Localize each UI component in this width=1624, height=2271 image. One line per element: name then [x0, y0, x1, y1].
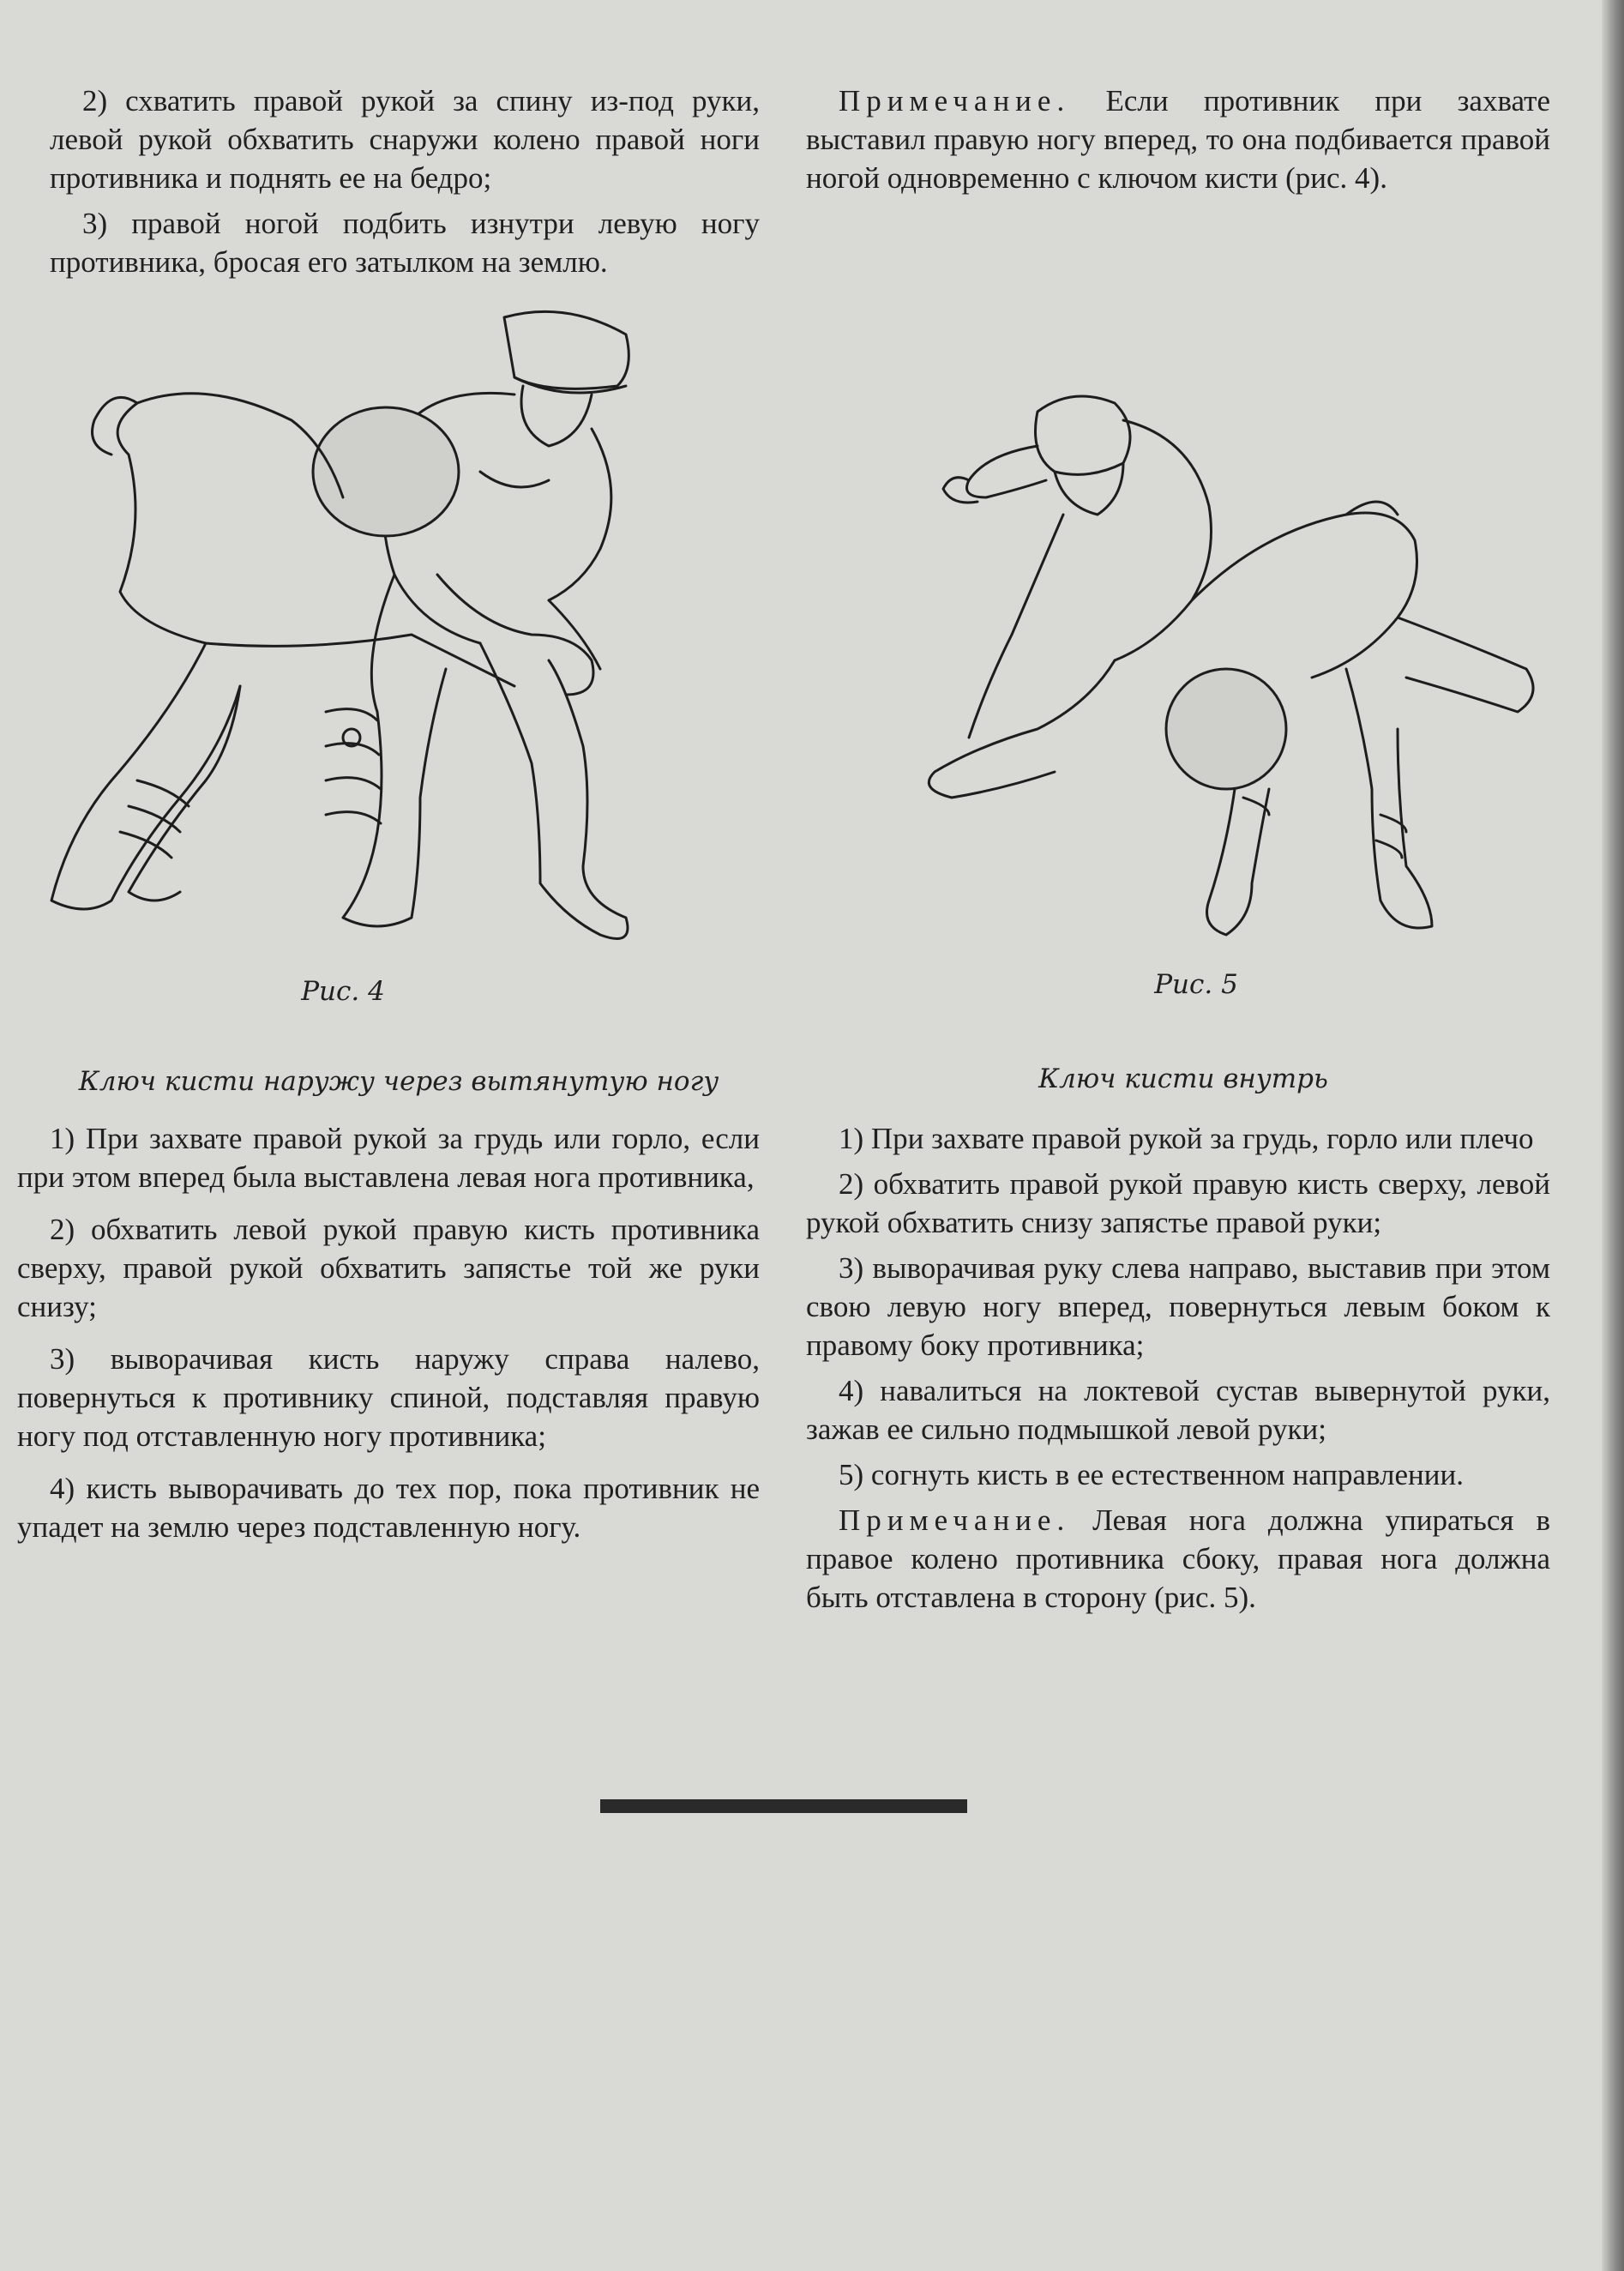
note-label: Примечание.: [839, 1503, 1071, 1537]
paragraph: 4) кисть выворачивать до тех пор, пока противник не упадет на землю через подставленную ногу.: [17, 1472, 760, 1544]
right-section-heading: Ключ кисти внутрь: [1038, 1063, 1328, 1094]
note-paragraph: [806, 81, 1550, 197]
paragraph: 1) При захвате правой рукой за грудь или горло, если при этом вперед была выставлена левая нога противника,: [17, 1122, 760, 1194]
figure-4-caption: Рис. 4: [301, 976, 385, 1007]
right-top-column: [806, 81, 1550, 204]
paragraph: 3) выворачивая руку слева направо, выставив при этом свою левую ногу вперед, повернуться левым боком к правому боку противника;: [806, 1251, 1550, 1362]
left-section-heading: Ключ кисти наружу через вытянутую ногу: [78, 1066, 719, 1097]
page-edge: [1602, 0, 1624, 2271]
figure-5-illustration: [866, 386, 1569, 961]
note-paragraph: [806, 1501, 1550, 1617]
right-bottom-column: [806, 1119, 1550, 1623]
paragraph: 1) При захвате правой рукой за грудь, горло или плечо: [839, 1122, 1534, 1155]
left-top-column: [50, 81, 760, 288]
figure-5-caption: Рис. 5: [1154, 969, 1238, 1000]
paragraph: 3) выворачивая кисть наружу справа налево, повернуться к противнику спиной, подставляя правую ногу под отставленную ногу противника;: [17, 1342, 760, 1453]
left-bottom-column: [17, 1119, 760, 1553]
note-label: Примечание.: [839, 84, 1071, 117]
paragraph: 4) навалиться на локтевой сустав вывернутой руки, зажав ее сильно подмышкой левой руки;: [806, 1374, 1550, 1446]
paragraph: 2) обхватить правой рукой правую кисть сверху, левой рукой обхватить снизу запястье правой руки;: [806, 1167, 1550, 1239]
note-text: Если противник при захвате выставил правую ногу вперед, то она подбивается правой ногой одновременно с ключом кисти (рис. 4).: [806, 84, 1550, 195]
figure-4-illustration: [34, 300, 652, 961]
paragraph: 2) обхватить левой рукой правую кисть противника сверху, правой рукой обхватить запястье той же руки снизу;: [17, 1213, 760, 1323]
paragraph: 2) схватить правой рукой за спину из-под руки, левой рукой обхватить снаружи колено правой ноги противника и поднять ее на бедро;: [50, 84, 760, 195]
end-rule: [600, 1799, 967, 1813]
paragraph: 3) правой ногой подбить изнутри левую ногу противника, бросая его затылком на землю.: [50, 207, 760, 279]
paragraph: 5) согнуть кисть в ее естественном направлении.: [839, 1458, 1465, 1491]
note-text: Левая нога должна упираться в правое колено противника сбоку, правая нога должна быть отставлена в сторону (рис. 5).: [806, 1503, 1550, 1614]
